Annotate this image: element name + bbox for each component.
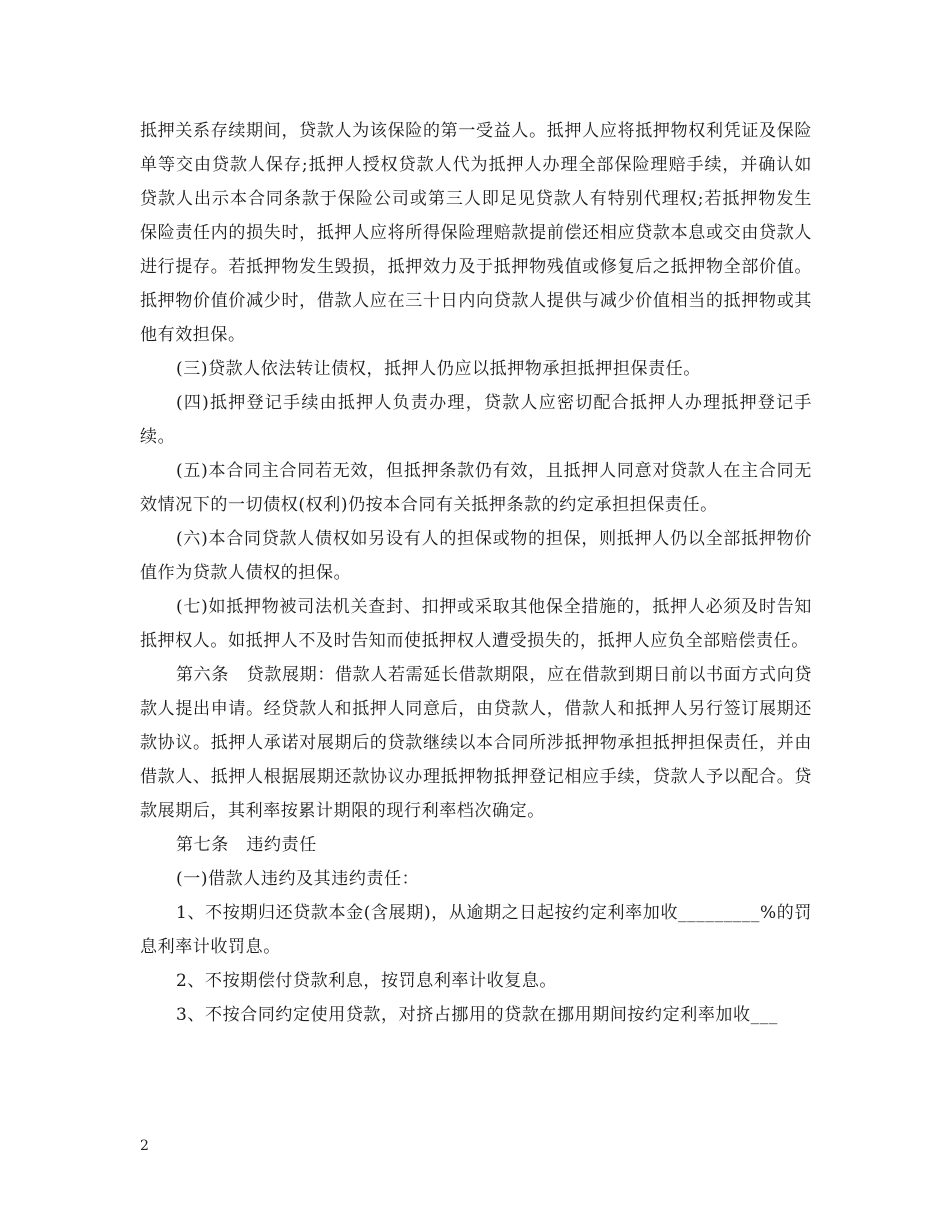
list-item-3: 3、不按合同约定使用贷款，对挤占挪用的贷款在挪用期间按约定利率加收___ <box>176 1005 778 1025</box>
list-item-1: 1、不按期归还贷款本金(含展期)，从逾期之日起按约定利率加收_________%的罚息利率计收罚息。 <box>140 903 812 957</box>
paragraph-clause-7: (七)如抵押物被司法机关查封、扣押或采取其他保全措施的，抵押人必须及时告知抵押权人。如抵押人不及时告知而使抵押权人遭受损失的，抵押人应负全部赔偿责任。 <box>140 597 812 651</box>
page-number: 2 <box>140 1138 149 1154</box>
paragraph-insurance-beneficiary: 抵押关系存续期间，贷款人为该保险的第一受益人。抵押人应将抵押物权利凭证及保险单等交由贷款人保存;抵押人授权贷款人代为抵押人办理全部保险理赔手续，并确认如贷款人出示本合同条款于保险公司或第三人即足见贷款人有特别代理权;若抵押物发生保险责任内的损失时，抵押人应将所得保险理赔款提前偿还相应贷款本息或交由贷款人进行提存。若抵押物发生毁损，抵押效力及于抵押物残值或修复后之抵押物全部价值。抵押物价值价减少时，借款人应在三十日内向贷款人提供与减少价值相当的抵押物或其他有效担保。 <box>140 121 812 345</box>
paragraph-clause-6: (六)本合同贷款人债权如另设有人的担保或物的担保，则抵押人仍以全部抵押物价值作为贷款人债权的担保。 <box>140 529 812 583</box>
paragraph-borrower-breach: (一)借款人违约及其违约责任： <box>176 869 420 889</box>
paragraph-clause-4: (四)抵押登记手续由抵押人负责办理，贷款人应密切配合抵押人办理抵押登记手续。 <box>140 393 812 447</box>
heading-article-7-breach: 第七条 违约责任 <box>176 835 317 855</box>
list-item-2: 2、不按期偿付贷款利息，按罚息利率计收复息。 <box>176 971 558 991</box>
paragraph-clause-3: (三)贷款人依法转让债权，抵押人仍应以抵押物承担抵押担保责任。 <box>176 359 701 379</box>
paragraph-clause-5: (五)本合同主合同若无效，但抵押条款仍有效，且抵押人同意对贷款人在主合同无效情况下的一切债权(权利)仍按本合同有关抵押条款的约定承担担保责任。 <box>140 461 812 515</box>
document-body <box>140 114 812 1032</box>
paragraph-article-6-extension: 第六条 贷款展期：借款人若需延长借款期限，应在借款到期日前以书面方式向贷款人提出申请。经贷款人和抵押人同意后，由贷款人，借款人和抵押人另行签订展期还款协议。抵押人承诺对展期后的贷款继续以本合同所涉抵押物承担抵押担保责任，并由借款人、抵押人根据展期还款协议办理抵押物抵押登记相应手续，贷款人予以配合。贷款展期后，其利率按累计期限的现行利率档次确定。 <box>140 665 812 821</box>
